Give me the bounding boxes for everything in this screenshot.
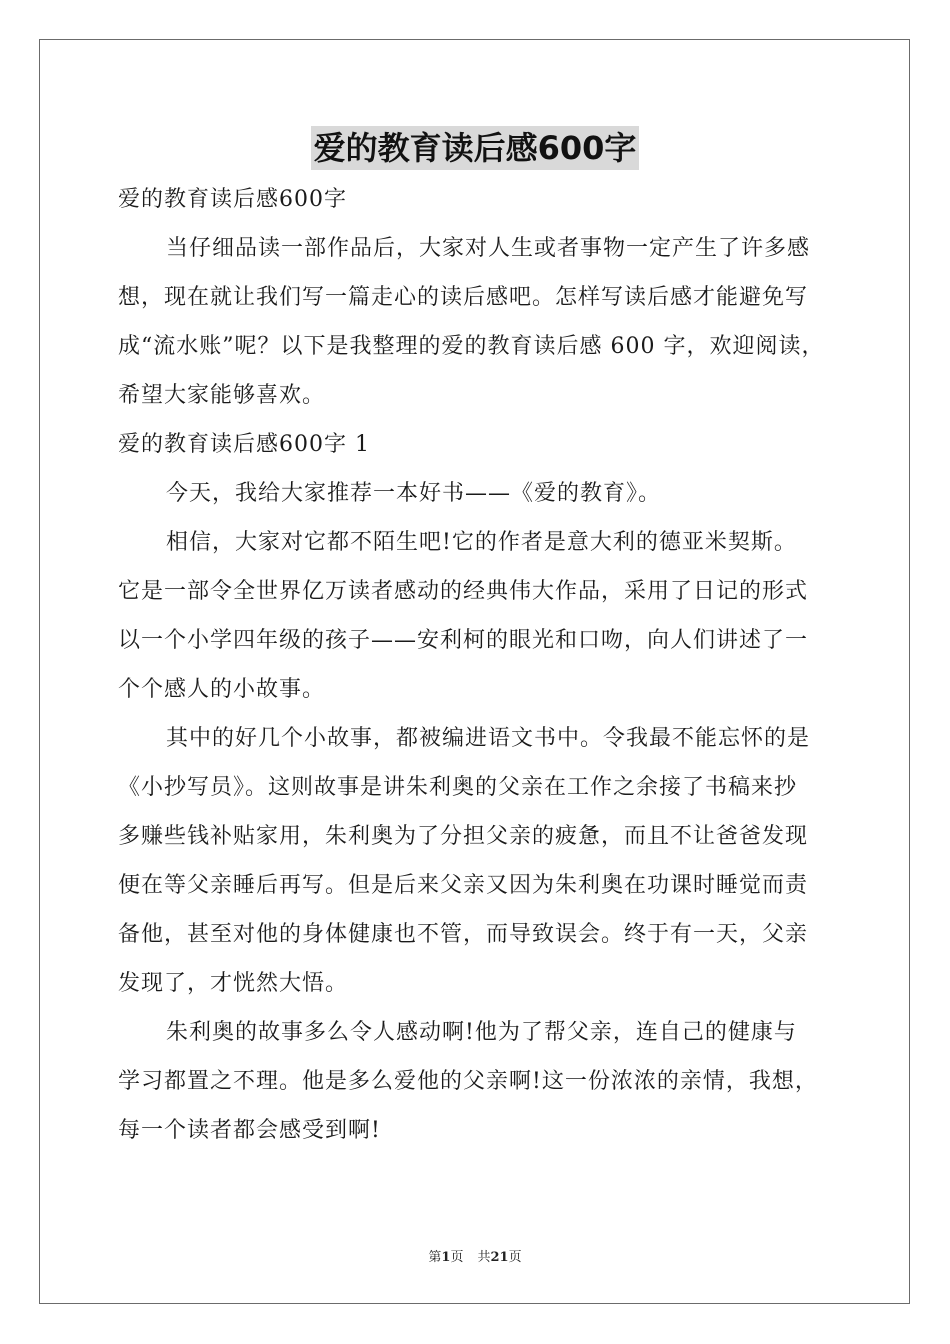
line-text: 相信，大家对它都不陌生吧!它的作者是意大利的德亚米契斯。 xyxy=(166,530,797,555)
line-text: 爱的教育读后感600字 xyxy=(118,187,347,212)
paragraph-line xyxy=(118,665,838,714)
document-body xyxy=(118,175,838,1155)
line-text: 其中的好几个小故事，都被编进语文书中。令我最不能忘怀的是 xyxy=(166,726,811,751)
line-text: 《小抄写员》。这则故事是讲朱利奥的父亲在工作之余接了书稿来抄 xyxy=(118,775,798,800)
document-title: 爱的教育读后感600字 xyxy=(311,126,640,170)
paragraph-line xyxy=(118,175,838,224)
paragraph-line xyxy=(118,812,838,861)
paragraph-line xyxy=(118,861,838,910)
paragraph-line xyxy=(118,910,838,959)
title-container xyxy=(0,126,950,170)
paragraph-line xyxy=(118,469,838,518)
page-total: 21 xyxy=(490,1250,509,1265)
page-number: 1 xyxy=(441,1250,451,1265)
total-suffix: 页 xyxy=(508,1250,522,1265)
line-text: 当仔细品读一部作品后，大家对人生或者事物一定产生了许多感 xyxy=(166,236,811,261)
line-text: 朱利奥的故事多么令人感动啊!他为了帮父亲，连自己的健康与 xyxy=(166,1020,797,1045)
line-text: 希望大家能够喜欢。 xyxy=(118,383,326,408)
line-text: 今天，我给大家推荐一本好书——《爱的教育》。 xyxy=(166,481,662,506)
paragraph-line xyxy=(118,518,838,567)
line-text: 备他，甚至对他的身体健康也不管，而导致误会。终于有一天，父亲 xyxy=(118,922,809,947)
paragraph-line xyxy=(118,273,838,322)
line-text: 成“流水账”呢？以下是我整理的爱的教育读后感 600 字，欢迎阅读， xyxy=(118,334,825,359)
paragraph-line xyxy=(118,322,838,371)
line-text: 爱的教育读后感600字 1 xyxy=(118,432,370,457)
line-text: 它是一部令全世界亿万读者感动的经典伟大作品，采用了日记的形式 xyxy=(118,579,809,604)
line-text: 学习都置之不理。他是多么爱他的父亲啊!这一份浓浓的亲情，我想， xyxy=(118,1069,818,1094)
page-prefix: 第 xyxy=(428,1250,442,1265)
line-text: 便在等父亲睡后再写。但是后来父亲又因为朱利奥在功课时睡觉而责 xyxy=(118,873,809,898)
page-footer xyxy=(0,1246,950,1265)
paragraph-line xyxy=(118,420,838,469)
paragraph-line xyxy=(118,763,838,812)
total-prefix: 共 xyxy=(477,1250,491,1265)
paragraph-line xyxy=(118,567,838,616)
line-text: 想，现在就让我们写一篇走心的读后感吧。怎样写读后感才能避免写 xyxy=(118,285,809,310)
line-text: 多赚些钱补贴家用，朱利奥为了分担父亲的疲惫，而且不让爸爸发现 xyxy=(118,824,809,849)
paragraph-line xyxy=(118,1008,838,1057)
line-text: 每一个读者都会感受到啊! xyxy=(118,1118,381,1143)
paragraph-line xyxy=(118,224,838,273)
paragraph-line xyxy=(118,371,838,420)
paragraph-line xyxy=(118,714,838,763)
paragraph-line xyxy=(118,616,838,665)
line-text: 个个感人的小故事。 xyxy=(118,677,326,702)
paragraph-line xyxy=(118,1057,838,1106)
paragraph-line xyxy=(118,1106,838,1155)
line-text: 以一个小学四年级的孩子——安利柯的眼光和口吻，向人们讲述了一 xyxy=(118,628,809,653)
page-suffix: 页 xyxy=(450,1250,464,1265)
line-text: 发现了，才恍然大悟。 xyxy=(118,971,349,996)
paragraph-line xyxy=(118,959,838,1008)
